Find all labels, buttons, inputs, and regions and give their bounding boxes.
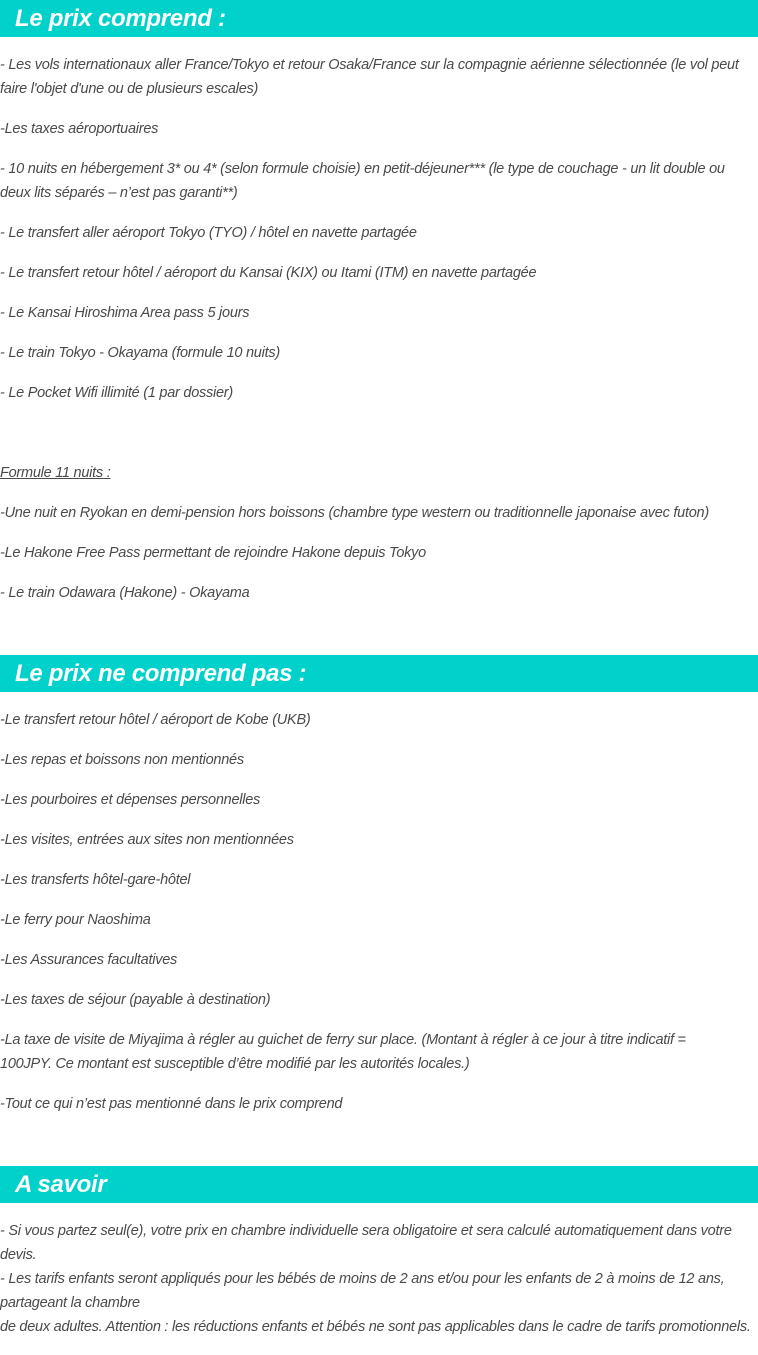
formule-item-ryokan: -Une nuit en Ryokan en demi-pension hors boissons (chambre type western ou traditionnelle japonaise avec futon) bbox=[0, 505, 709, 521]
included-item-flights-line2: faire l'objet d'une ou de plusieurs escales) bbox=[0, 81, 259, 97]
section-heading-a-savoir: A savoir bbox=[0, 1166, 758, 1203]
section-heading-not-included: Le prix ne comprend pas : bbox=[0, 655, 758, 692]
included-item-train: - Le train Tokyo - Okayama (formule 10 nuits) bbox=[0, 345, 280, 361]
not-included-item: -Tout ce qui n’est pas mentionné dans le prix comprend bbox=[0, 1096, 343, 1112]
not-included-item: -Le transfert retour hôtel / aéroport de Kobe (UKB) bbox=[0, 712, 311, 728]
included-item-rail-pass: - Le Kansai Hiroshima Area pass 5 jours bbox=[0, 305, 250, 321]
section-heading-included: Le prix comprend : bbox=[0, 0, 758, 37]
formule-11-nuits-heading: Formule 11 nuits : bbox=[0, 465, 111, 481]
not-included-item: -Les visites, entrées aux sites non mentionnées bbox=[0, 832, 294, 848]
included-item-transfer-return: - Le transfert retour hôtel / aéroport du Kansai (KIX) ou Itami (ITM) en navette partagée bbox=[0, 265, 537, 281]
not-included-item-miyajima-line2: 100JPY. Ce montant est susceptible d’être modifié par les autorités locales.) bbox=[0, 1056, 470, 1072]
not-included-item: -Les repas et boissons non mentionnés bbox=[0, 752, 244, 768]
a-savoir-line: devis. bbox=[0, 1247, 37, 1263]
a-savoir-line: - Les tarifs enfants seront appliqués pour les bébés de moins de 2 ans et/ou pour les enfants de 2 à moins de 12 ans, bbox=[0, 1271, 725, 1287]
a-savoir-line: - Si vous partez seul(e), votre prix en chambre individuelle sera obligatoire et sera calculé automatiquement dans votre bbox=[0, 1223, 732, 1239]
not-included-item: -Les pourboires et dépenses personnelles bbox=[0, 792, 261, 808]
not-included-item: -Les Assurances facultatives bbox=[0, 952, 178, 968]
included-item-transfer-outbound: - Le transfert aller aéroport Tokyo (TYO) / hôtel en navette partagée bbox=[0, 225, 417, 241]
included-item-pocket-wifi: - Le Pocket Wifi illimité (1 par dossier) bbox=[0, 385, 233, 401]
included-item-accommodation-line2: deux lits séparés – n’est pas garanti**) bbox=[0, 185, 238, 201]
not-included-item: -Les transferts hôtel-gare-hôtel bbox=[0, 872, 191, 888]
formule-item-train: - Le train Odawara (Hakone) - Okayama bbox=[0, 585, 250, 601]
included-item-airport-taxes: -Les taxes aéroportuaires bbox=[0, 121, 159, 137]
formule-item-hakone-pass: -Le Hakone Free Pass permettant de rejoindre Hakone depuis Tokyo bbox=[0, 545, 426, 561]
not-included-item-miyajima-line1: -La taxe de visite de Miyajima à régler au guichet de ferry sur place. (Montant à régler à ce jour à titre indicatif = bbox=[0, 1032, 686, 1048]
a-savoir-line: de deux adultes. Attention : les réductions enfants et bébés ne sont pas applicables dans le cadre de tarifs promotionnels. bbox=[0, 1319, 751, 1335]
not-included-item: -Les taxes de séjour (payable à destination) bbox=[0, 992, 271, 1008]
not-included-item: -Le ferry pour Naoshima bbox=[0, 912, 151, 928]
a-savoir-line: partageant la chambre bbox=[0, 1295, 140, 1311]
included-item-accommodation-line1: - 10 nuits en hébergement 3* ou 4* (selon formule choisie) en petit-déjeuner*** (le type de couchage - un lit double ou bbox=[0, 161, 725, 177]
included-item-flights-line1: - Les vols internationaux aller France/Tokyo et retour Osaka/France sur la compagnie aérienne sélectionnée (le vol peut bbox=[0, 57, 739, 73]
